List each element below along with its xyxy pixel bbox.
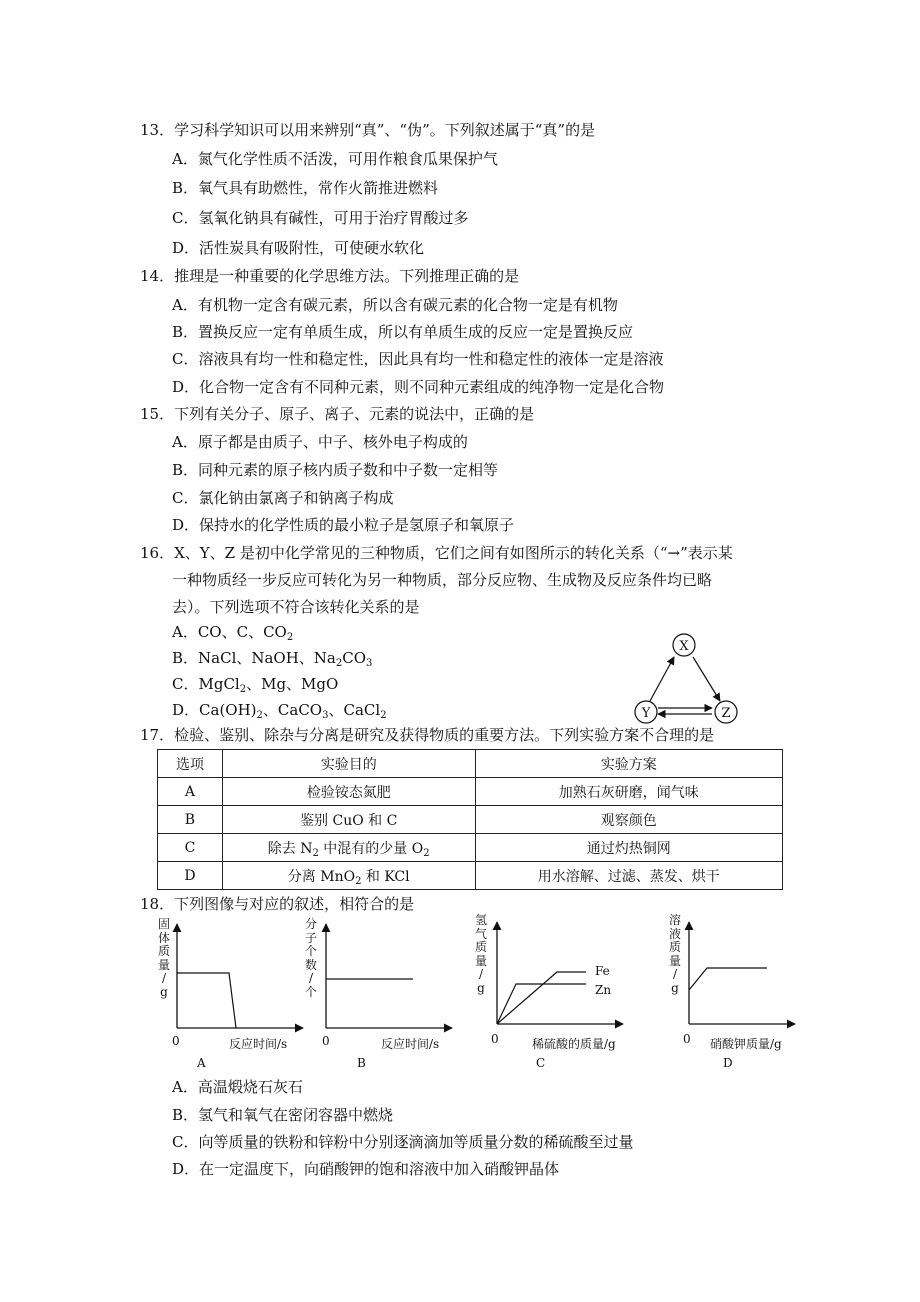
graph-a-ylabel: 固 体 质 量 / g xyxy=(157,917,170,999)
graph-d-ylabel: 溶 液 质 量 / g xyxy=(668,913,681,995)
graph-c-origin: 0 xyxy=(491,1032,499,1046)
q16-option-c: C．MgCl$_2$、Mg、MgO xyxy=(172,675,339,695)
q13-option-c: C．氢氧化钠具有碱性，可用于治疗胃酸过多 xyxy=(172,209,469,227)
q14-option-a: A．有机物一定含有碳元素，所以含有碳元素的化合物一定是有机物 xyxy=(172,296,618,314)
arrow-x-to-z xyxy=(693,657,720,701)
header-purpose: 实验目的 xyxy=(222,750,475,778)
graph-a-xlabel: 反应时间/s xyxy=(229,1037,288,1051)
graph-c-ylabel: 氢 气 质 量 / g xyxy=(474,913,487,995)
q16-stem-line1: 16．X、Y、Z 是初中化学常见的三种物质，它们之间有如图所示的转化关系（“→”表示某 xyxy=(140,544,733,562)
q15-option-d: D．保持水的化学性质的最小粒子是氢原子和氧原子 xyxy=(172,516,515,534)
q18-option-d: D．在一定温度下，向硝酸钾的饱和溶液中加入硝酸钾晶体 xyxy=(172,1160,560,1178)
graph-c-curve-zn xyxy=(497,984,586,1024)
q15-option-a: A．原子都是由质子、中子、核外电子构成的 xyxy=(172,433,468,451)
graph-b-origin: 0 xyxy=(322,1034,330,1048)
graph-a-plot xyxy=(170,920,310,1035)
q15-option-b: B．同种元素的原子核内质子数和中子数一定相等 xyxy=(172,461,499,479)
q15-option-c: C．氯化钠由氯离子和钠离子构成 xyxy=(172,489,394,507)
q17-stem: 17．检验、鉴别、除杂与分离是研究及获得物质的重要方法。下列实验方案不合理的是 xyxy=(140,726,715,744)
q16-stem-line3: 去）。下列选项不符合该转化关系的是 xyxy=(172,598,420,616)
graph-d-xlabel: 硝酸钾质量/g xyxy=(710,1037,782,1051)
header-plan: 实验方案 xyxy=(475,750,782,778)
graph-d-origin: 0 xyxy=(683,1032,691,1046)
header-option: 选项 xyxy=(158,750,223,778)
q18-option-a: A．高温煅烧石灰石 xyxy=(172,1078,303,1096)
q15-stem: 15．下列有关分子、原子、离子、元素的说法中，正确的是 xyxy=(140,405,535,423)
q16-stem-line2: 一种物质经一步反应可转化为另一种物质，部分反应物、生成物及反应条件均已略 xyxy=(172,571,713,589)
q18-option-c: C．向等质量的铁粉和锌粉中分别逐滴滴加等质量分数的稀硫酸至过量 xyxy=(172,1133,634,1151)
graph-c-xlabel: 稀硫酸的质量/g xyxy=(532,1037,616,1051)
table-header-row xyxy=(158,750,783,778)
graph-a-curve xyxy=(177,973,236,1028)
table-row: B 鉴别 CuO 和 C 观察颜色 xyxy=(158,806,783,834)
q13-stem: 13．学习科学知识可以用来辨别“真”、“伪”。下列叙述属于“真”的是 xyxy=(140,121,596,139)
q18-option-b: B．氢气和氧气在密闭容器中燃烧 xyxy=(172,1106,394,1124)
graph-b-ylabel: 分 子 个 数 / 个 xyxy=(304,917,317,999)
graph-c-letter: C xyxy=(536,1056,546,1070)
q16-option-d: D．$Ca(OH)_2$、CaCO$_3$、CaCl$_2$ xyxy=(172,701,387,721)
node-y-label: Y xyxy=(641,706,651,721)
q13-option-d: D．活性炭具有吸附性，可使硬水软化 xyxy=(172,239,425,257)
table-row: A 检验铵态氮肥 加熟石灰研磨，闻气味 xyxy=(158,778,783,806)
q14-option-d: D．化合物一定含有不同种元素，则不同种元素组成的纯净物一定是化合物 xyxy=(172,378,665,396)
q13-option-b: B．氧气具有助燃性，常作火箭推进燃料 xyxy=(172,179,439,197)
graph-d-curve xyxy=(689,968,767,990)
graph-c-curve-fe xyxy=(497,972,586,1024)
graph-b-plot xyxy=(319,920,459,1035)
q17-table xyxy=(157,749,783,890)
graph-b-xlabel: 反应时间/s xyxy=(381,1037,440,1051)
q16-conversion-diagram xyxy=(628,628,748,728)
graph-c-legend-fe: Fe xyxy=(595,964,610,978)
table-row: D 分离 MnO$_2$ 和 KCl 用水溶解、过滤、蒸发、烘干 xyxy=(158,862,783,890)
graph-c-legend-zn: Zn xyxy=(595,983,612,997)
graph-a-origin: 0 xyxy=(172,1034,180,1048)
q14-option-b: B．置换反应一定有单质生成，所以有单质生成的反应一定是置换反应 xyxy=(172,323,634,341)
node-x-label: X xyxy=(679,639,689,654)
graph-d-plot xyxy=(682,918,802,1031)
graph-b-letter: B xyxy=(357,1056,366,1070)
graph-a-letter: A xyxy=(197,1056,206,1070)
table-row: C 除去 $N_2$ 中混有的少量 $O_2$ 通过灼热铜网 xyxy=(158,834,783,862)
q18-stem: 18．下列图像与对应的叙述，相符合的是 xyxy=(140,895,415,913)
node-z-label: Z xyxy=(721,706,731,721)
arrow-y-to-x xyxy=(650,657,674,701)
q13-option-a: A．氮气化学性质不活泼，可用作粮食瓜果保护气 xyxy=(172,150,498,168)
q16-option-a: A．CO、C、$CO_2$ xyxy=(172,623,294,643)
graph-d-letter: D xyxy=(723,1056,733,1070)
q14-stem: 14．推理是一种重要的化学思维方法。下列推理正确的是 xyxy=(140,267,520,285)
q14-option-c: C．溶液具有均一性和稳定性，因此具有均一性和稳定性的液体一定是溶液 xyxy=(172,350,664,368)
q16-option-b: B．NaCl、NaOH、$Na_2CO_3$ xyxy=(172,649,373,669)
